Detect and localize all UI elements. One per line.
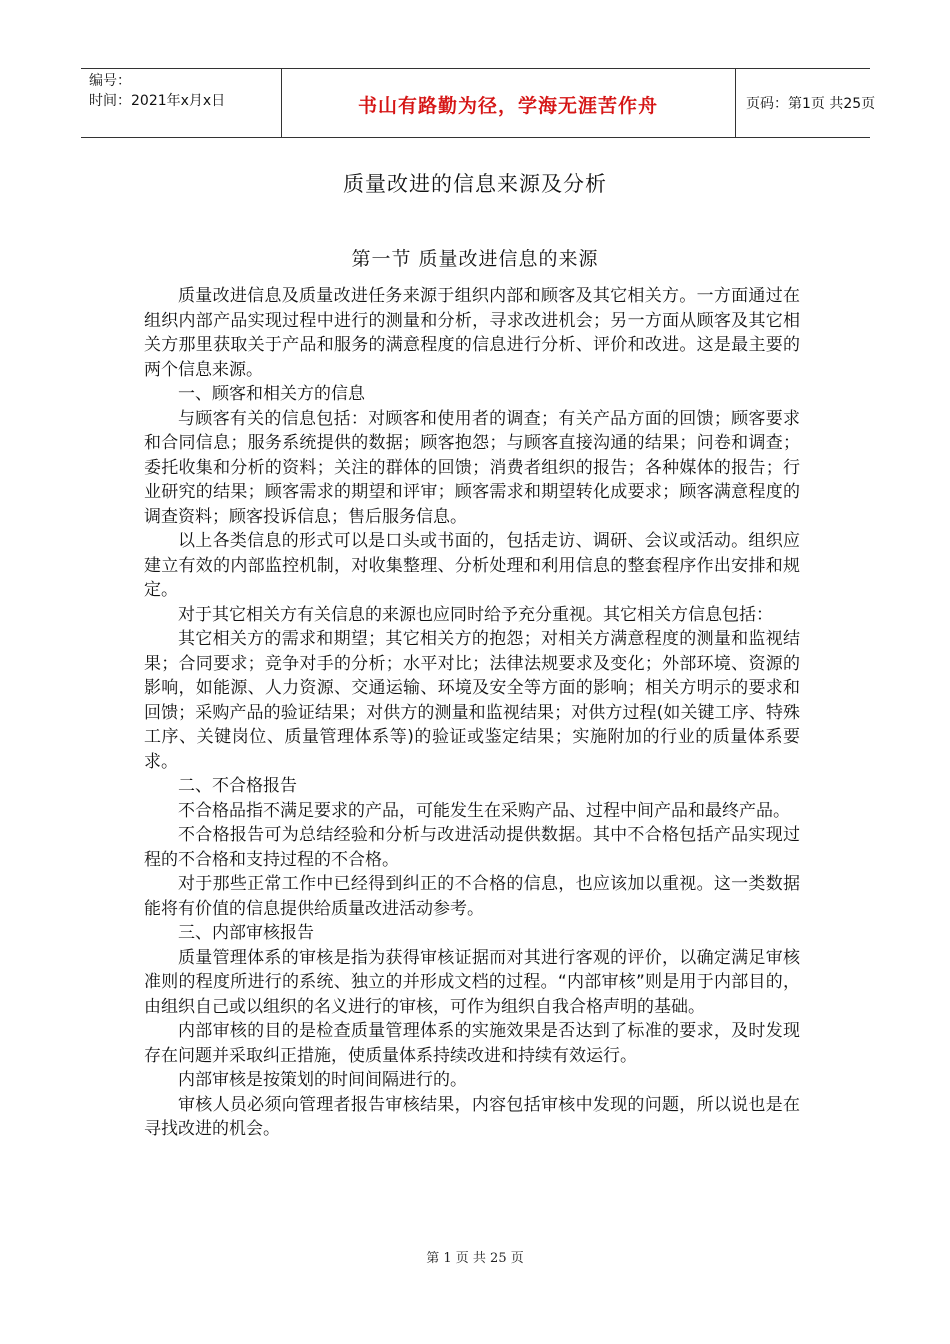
paragraph: 对于那些正常工作中已经得到纠正的不合格的信息，也应该加以重视。这一类数据能将有价值的信息提供给质量改进活动参考。 xyxy=(144,874,800,919)
page-footer: 第 1 页 共 25 页 xyxy=(426,1251,524,1266)
page-code: 页码：第1页 共25页 xyxy=(746,96,876,112)
paragraph: 质量改进信息及质量改进任务来源于组织内部和顾客及其它相关方。一方面通过在组织内部产品实现过程中进行的测量和分析，寻求改进机会；另一方面从顾客及其它相关方那里获取关于产品和服务的满意程度的信息进行分析、评价和改进。这是最主要的两个信息来源。 xyxy=(144,286,800,380)
paragraph: 质量管理体系的审核是指为获得审核证据而对其进行客观的评价，以确定满足审核准则的程度所进行的系统、独立的并形成文档的过程。“内部审核”则是用于内部目的，由组织自己或以组织的名义进行的审核，可作为组织自我合格声明的基础。 xyxy=(144,947,800,1017)
paragraph: 与顾客有关的信息包括：对顾客和使用者的调查；有关产品方面的回馈；顾客要求和合同信息；服务系统提供的数据；顾客抱怨；与顾客直接沟通的结果；问卷和调查；委托收集和分析的资料；关注的群体的回馈；消费者组织的报告；各种媒体的报告；行业研究的结果；顾客需求的期望和评审；顾客需求和期望转化成要求；顾客满意程度的调查资料；顾客投诉信息；售后服务信息。 xyxy=(144,408,800,527)
subheading: 二、不合格报告 xyxy=(178,776,297,796)
paragraph: 对于其它相关方有关信息的来源也应同时给予充分重视。其它相关方信息包括： xyxy=(178,604,773,625)
motto: 书山有路勤为径，学海无涯苦作舟 xyxy=(357,95,658,117)
section-title: 第一节 质量改进信息的来源 xyxy=(351,248,599,270)
paragraph: 不合格品指不满足要求的产品，可能发生在采购产品、过程中间产品和最终产品。 xyxy=(178,800,790,821)
paragraph: 内部审核的目的是检查质量管理体系的实施效果是否达到了标准的要求，及时发现存在问题并采取纠正措施，使质量体系持续改进和持续有效运行。 xyxy=(144,1021,800,1066)
number-label: 编号： xyxy=(89,73,131,89)
header-info-cell xyxy=(81,69,282,137)
document-title: 质量改进的信息来源及分析 xyxy=(343,172,607,196)
subheading: 一、顾客和相关方的信息 xyxy=(178,384,365,404)
header-page-cell xyxy=(736,69,876,137)
subheading: 三、内部审核报告 xyxy=(178,923,314,943)
paragraph: 以上各类信息的形式可以是口头或书面的，包括走访、调研、会议或活动。组织应建立有效的内部监控机制，对收集整理、分析处理和利用信息的整套程序作出安排和规定。 xyxy=(144,531,800,600)
paragraph: 审核人员必须向管理者报告审核结果，内容包括审核中发现的问题，所以说也是在寻找改进的机会。 xyxy=(144,1094,800,1139)
time-label: 时间：2021年x月x日 xyxy=(89,93,226,109)
document-body xyxy=(144,284,800,1142)
page-header xyxy=(81,68,876,138)
paragraph: 不合格报告可为总结经验和分析与改进活动提供数据。其中不合格包括产品实现过程的不合格和支持过程的不合格。 xyxy=(144,825,800,870)
header-motto-cell xyxy=(281,69,736,137)
paragraph: 内部审核是按策划的时间间隔进行的。 xyxy=(178,1070,467,1090)
paragraph: 其它相关方的需求和期望；其它相关方的抱怨；对相关方满意程度的测量和监视结果；合同要求；竞争对手的分析；水平对比；法律法规要求及变化；外部环境、资源的影响，如能源、人力资源、交通运输、环境及安全等方面的影响；相关方明示的要求和回馈；采购产品的验证结果；对供方的测量和监视结果；对供方过程(如关键工序、特殊工序、关键岗位、质量管理体系等)的验证或鉴定结果；实施附加的行业的质量体系要求。 xyxy=(144,629,800,772)
